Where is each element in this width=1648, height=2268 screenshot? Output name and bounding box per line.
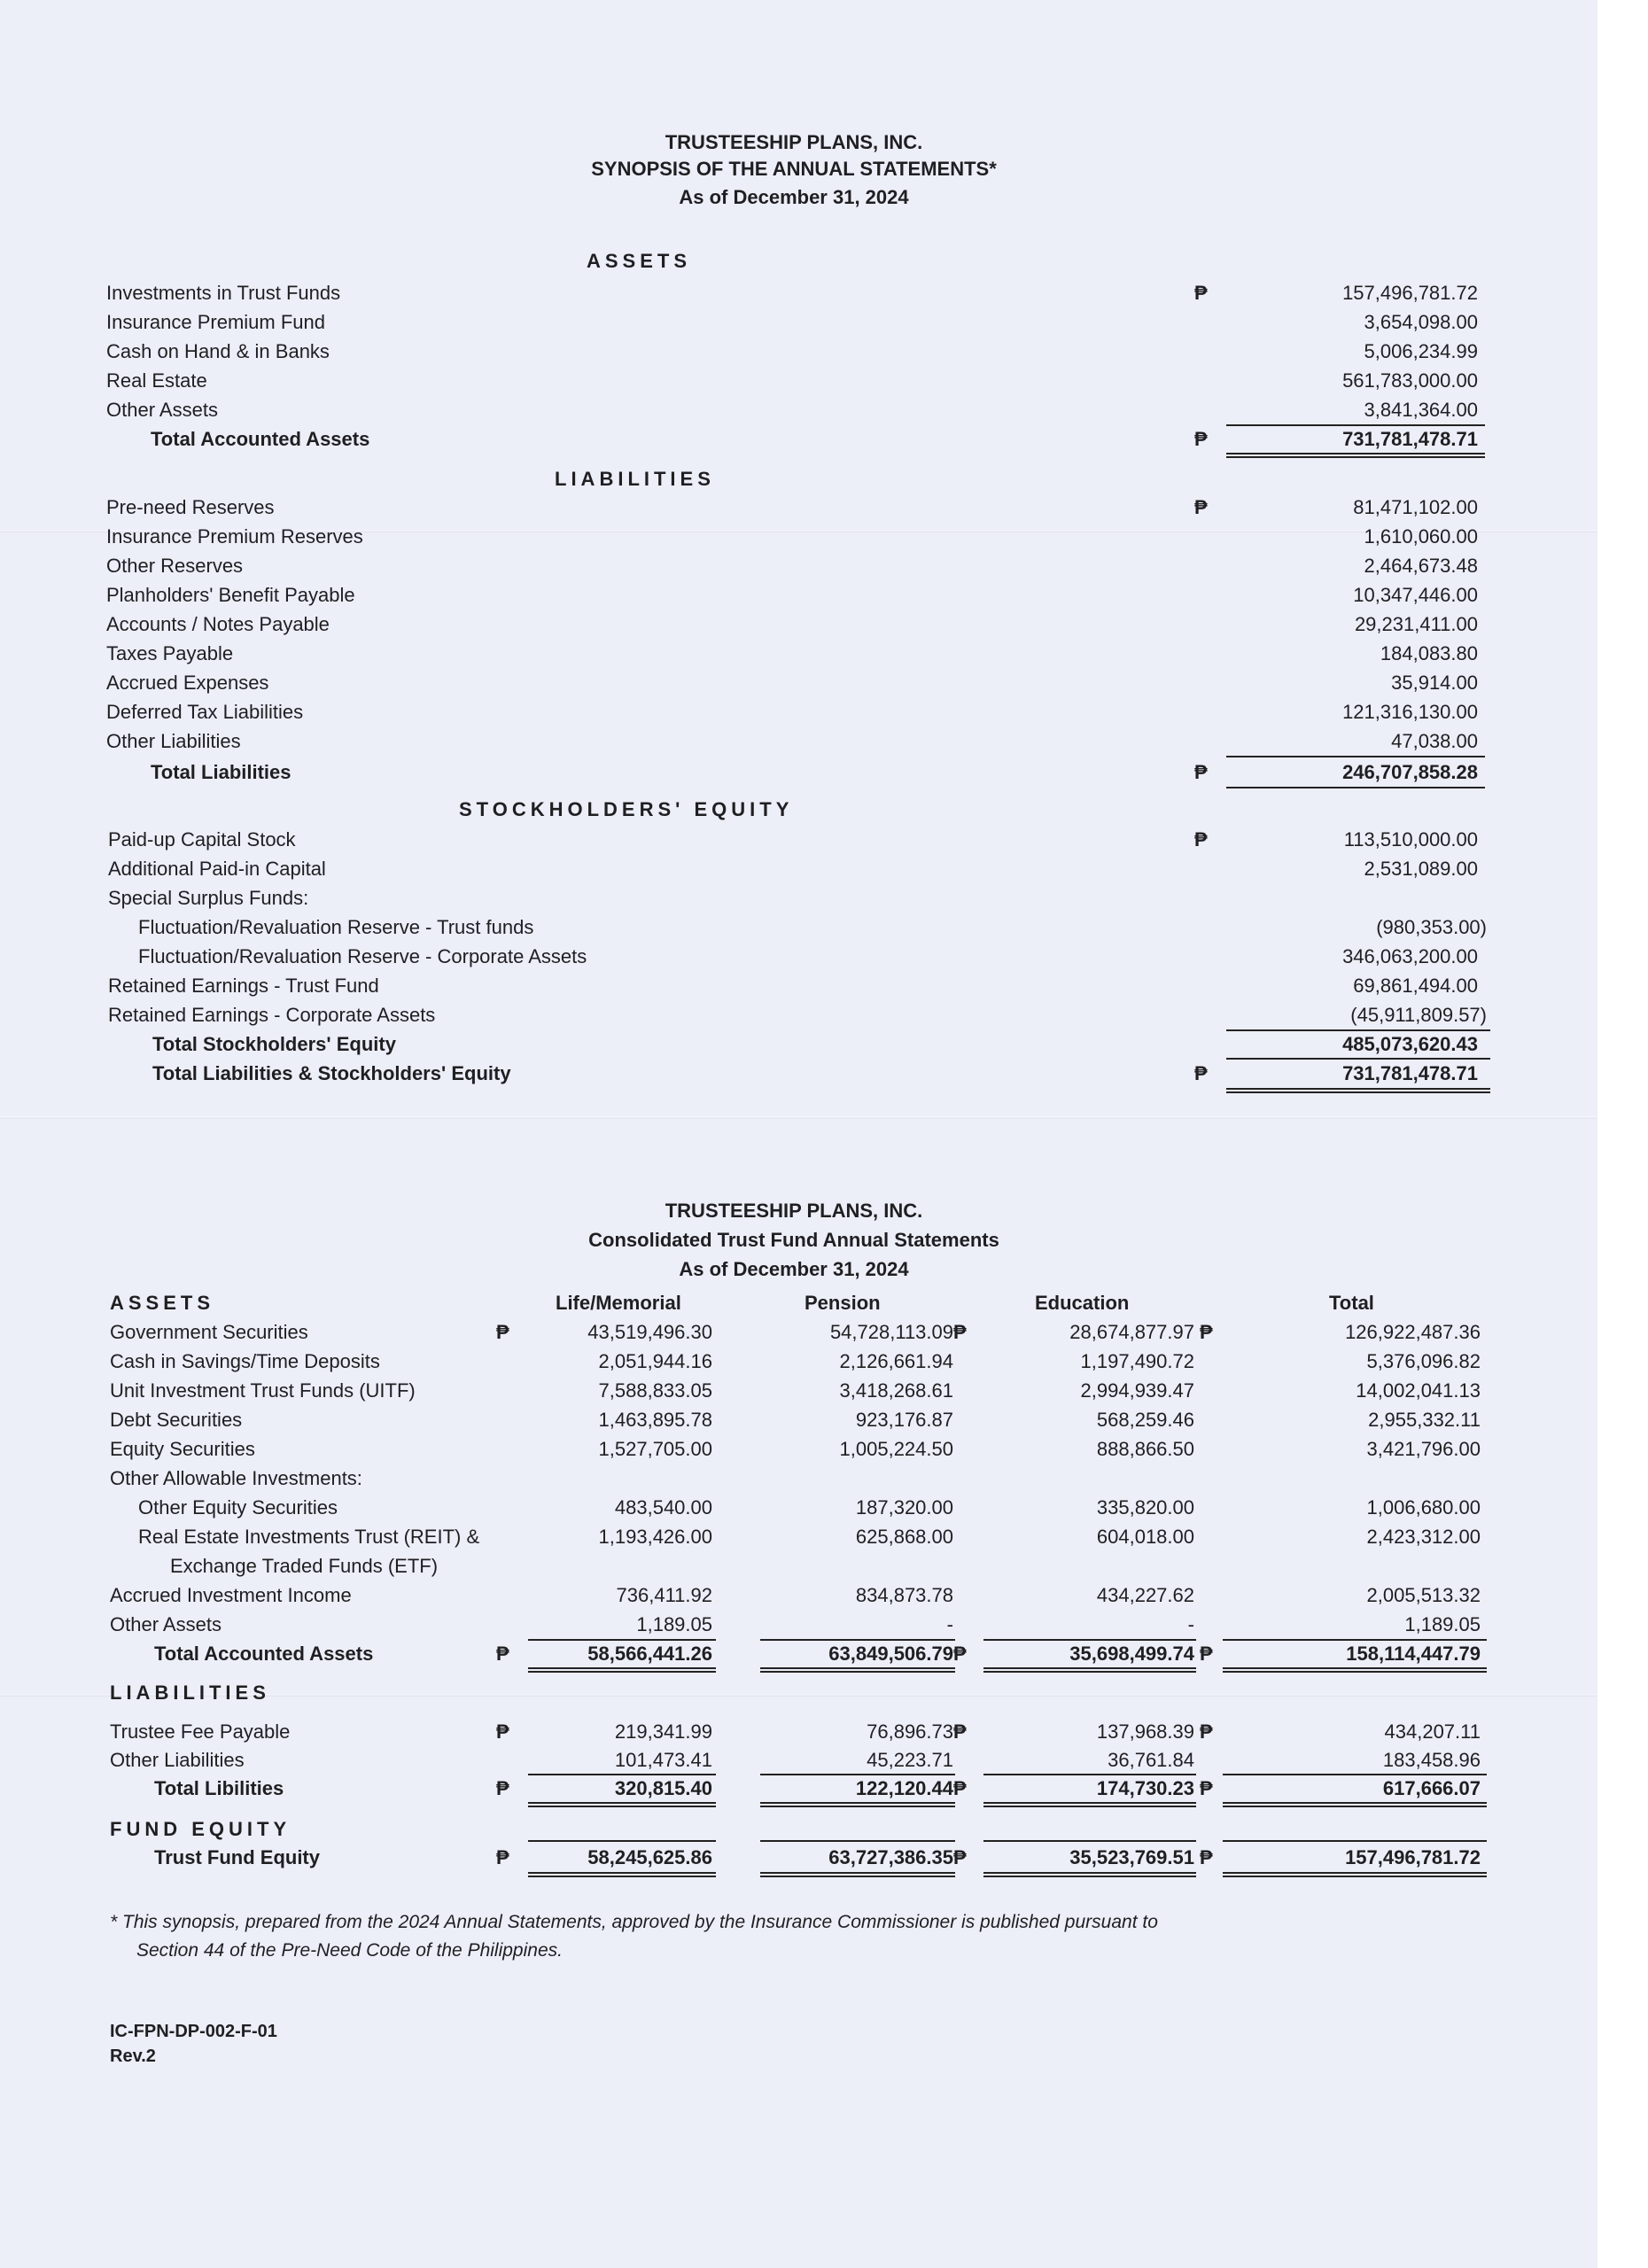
cell-value: 1,197,490.72 bbox=[1080, 1350, 1194, 1372]
line-item-label: Other Assets bbox=[106, 399, 218, 421]
total-double-rule bbox=[1226, 453, 1485, 458]
total-double-rule bbox=[1226, 1088, 1490, 1093]
footnote: * This synopsis, prepared from the 2024 Annual Statements, approved by the Insurance Commissioner is published pursuant to bbox=[110, 1912, 1158, 1932]
amount: 157,496,781.72 bbox=[1342, 282, 1478, 304]
consolidated-date: As of December 31, 2024 bbox=[679, 1258, 909, 1280]
total-double-rule bbox=[1223, 1802, 1487, 1807]
cell-value: 434,227.62 bbox=[1096, 1584, 1194, 1606]
cell-value: 923,176.87 bbox=[855, 1409, 953, 1431]
form-code: IC-FPN-DP-002-F-01 bbox=[110, 2022, 277, 2041]
subtotal-rule bbox=[1223, 1639, 1487, 1641]
cell-value: 137,968.39 bbox=[1096, 1720, 1194, 1743]
line-item-label: Fluctuation/Revaluation Reserve - Corporate Assets bbox=[138, 945, 587, 967]
total-double-rule bbox=[1223, 1667, 1487, 1673]
amount: 3,841,364.00 bbox=[1364, 399, 1478, 421]
statement-date: As of December 31, 2024 bbox=[679, 186, 909, 208]
amount: 3,654,098.00 bbox=[1364, 311, 1478, 333]
total-double-rule bbox=[528, 1802, 716, 1807]
cell-value: 35,698,499.74 bbox=[1069, 1643, 1194, 1665]
line-item-label: Fluctuation/Revaluation Reserve - Trust funds bbox=[138, 916, 534, 938]
line-item-label: Planholders' Benefit Payable bbox=[106, 584, 355, 606]
subtotal-rule bbox=[760, 1639, 955, 1641]
line-item-label: Other Reserves bbox=[106, 555, 244, 577]
cell-value: 35,523,769.51 bbox=[1069, 1846, 1194, 1868]
row-label: Other Allowable Investments: bbox=[110, 1467, 362, 1489]
cell-value: 174,730.23 bbox=[1096, 1777, 1194, 1799]
amount: 81,471,102.00 bbox=[1353, 496, 1478, 518]
cell-value: 157,496,781.72 bbox=[1345, 1846, 1481, 1868]
cell-value: 335,820.00 bbox=[1096, 1496, 1194, 1518]
line-item-label: Cash on Hand & in Banks bbox=[106, 340, 330, 362]
consolidated-title: Consolidated Trust Fund Annual Statements bbox=[588, 1229, 999, 1251]
column-header: Life/Memorial bbox=[556, 1292, 681, 1314]
peso-sign: ₱ bbox=[1200, 1643, 1213, 1665]
total-label: Total Stockholders' Equity bbox=[152, 1033, 396, 1055]
cell-value: 736,411.92 bbox=[616, 1584, 712, 1606]
row-label: Cash in Savings/Time Deposits bbox=[110, 1350, 380, 1372]
total-double-rule bbox=[1223, 1872, 1487, 1877]
total-label: Total Accounted Assets bbox=[154, 1643, 374, 1665]
cell-value: - bbox=[946, 1613, 953, 1635]
cell-value: 43,519,496.30 bbox=[587, 1321, 712, 1343]
subtotal-rule bbox=[528, 1774, 716, 1775]
column-header: Total bbox=[1329, 1292, 1374, 1314]
total-double-rule bbox=[528, 1872, 716, 1877]
subtotal-rule bbox=[1223, 1840, 1487, 1842]
amount: 5,006,234.99 bbox=[1364, 340, 1478, 362]
row-label: Trustee Fee Payable bbox=[110, 1720, 291, 1743]
cell-value: 1,189.05 bbox=[636, 1613, 712, 1635]
subtotal-rule bbox=[983, 1774, 1196, 1775]
cell-value: 1,193,426.00 bbox=[598, 1526, 712, 1548]
cell-value: 122,120.44 bbox=[855, 1777, 953, 1799]
line-item-label: Insurance Premium Reserves bbox=[106, 525, 363, 548]
total-double-rule bbox=[760, 1802, 955, 1807]
amount: 2,531,089.00 bbox=[1364, 858, 1478, 880]
peso-sign: ₱ bbox=[1200, 1720, 1213, 1743]
amount: 113,510,000.00 bbox=[1343, 828, 1478, 850]
cell-value: 2,955,332.11 bbox=[1368, 1409, 1481, 1431]
row-label: Other Equity Securities bbox=[138, 1496, 338, 1518]
peso-sign: ₱ bbox=[953, 1720, 967, 1743]
cell-value: 2,126,661.94 bbox=[839, 1350, 953, 1372]
amount: 561,783,000.00 bbox=[1342, 369, 1478, 392]
row-label: Other Liabilities bbox=[110, 1749, 245, 1771]
cell-value: 483,540.00 bbox=[614, 1496, 712, 1518]
section-heading-equity: STOCKHOLDERS' EQUITY bbox=[459, 798, 794, 820]
section-heading-fund-equity: FUND EQUITY bbox=[110, 1818, 292, 1840]
amount: (980,353.00) bbox=[1376, 916, 1487, 938]
section-heading-liabilities: LIABILITIES bbox=[555, 468, 715, 490]
column-header: Pension bbox=[805, 1292, 881, 1314]
subtotal-rule bbox=[1226, 1058, 1490, 1060]
total-rule bbox=[1226, 787, 1485, 788]
line-item-label: Other Liabilities bbox=[106, 730, 241, 752]
document-title: SYNOPSIS OF THE ANNUAL STATEMENTS* bbox=[591, 158, 997, 180]
subtotal-rule bbox=[1223, 1774, 1487, 1775]
cell-value: 36,761.84 bbox=[1108, 1749, 1194, 1771]
peso-sign: ₱ bbox=[953, 1643, 967, 1665]
subtotal-rule bbox=[1226, 424, 1485, 426]
amount: 184,083.80 bbox=[1380, 642, 1478, 664]
peso-sign: ₱ bbox=[496, 1846, 509, 1868]
cell-value: 1,189.05 bbox=[1404, 1613, 1481, 1635]
peso-sign: ₱ bbox=[953, 1321, 967, 1343]
cell-value: 2,005,513.32 bbox=[1366, 1584, 1481, 1606]
total-label: Total Liabilities bbox=[151, 761, 292, 783]
row-label: Government Securities bbox=[110, 1321, 308, 1343]
line-item-label: Insurance Premium Fund bbox=[106, 311, 325, 333]
amount: 485,073,620.43 bbox=[1342, 1033, 1478, 1055]
amount: 35,914.00 bbox=[1391, 672, 1478, 694]
cell-value: 1,006,680.00 bbox=[1366, 1496, 1481, 1518]
cell-value: 604,018.00 bbox=[1096, 1526, 1194, 1548]
total-double-rule bbox=[983, 1667, 1196, 1673]
cell-value: 568,259.46 bbox=[1096, 1409, 1194, 1431]
subtotal-rule bbox=[1226, 1029, 1490, 1031]
cell-value: 54,728,113.09 bbox=[829, 1321, 953, 1343]
cell-value: - bbox=[1187, 1613, 1194, 1635]
cell-value: 5,376,096.82 bbox=[1366, 1350, 1481, 1372]
line-item-label: Accrued Expenses bbox=[106, 672, 269, 694]
subtotal-rule bbox=[760, 1840, 955, 1842]
company-name: TRUSTEESHIP PLANS, INC. bbox=[665, 131, 923, 153]
total-double-rule bbox=[760, 1667, 955, 1673]
peso-sign: ₱ bbox=[1194, 496, 1208, 518]
amount: 346,063,200.00 bbox=[1342, 945, 1478, 967]
cell-value: 1,463,895.78 bbox=[598, 1409, 712, 1431]
cell-value: 58,566,441.26 bbox=[587, 1643, 712, 1665]
amount: 246,707,858.28 bbox=[1342, 761, 1478, 783]
cell-value: 158,114,447.79 bbox=[1346, 1643, 1481, 1665]
cell-value: 3,421,796.00 bbox=[1366, 1438, 1481, 1460]
cell-value: 2,423,312.00 bbox=[1366, 1526, 1481, 1548]
amount: 1,610,060.00 bbox=[1364, 525, 1478, 548]
subtotal-rule bbox=[1226, 756, 1485, 757]
cell-value: 28,674,877.97 bbox=[1069, 1321, 1194, 1343]
amount: 10,347,446.00 bbox=[1353, 584, 1478, 606]
subtotal-rule bbox=[983, 1639, 1196, 1641]
section-heading-liabilities: LIABILITIES bbox=[110, 1682, 270, 1704]
revision: Rev.2 bbox=[110, 2047, 156, 2066]
total-label: Total Accounted Assets bbox=[151, 428, 370, 450]
cell-value: 617,666.07 bbox=[1382, 1777, 1481, 1799]
cell-value: 1,005,224.50 bbox=[839, 1438, 953, 1460]
cell-value: 63,849,506.79 bbox=[828, 1643, 953, 1665]
peso-sign: ₱ bbox=[1194, 428, 1208, 450]
peso-sign: ₱ bbox=[1194, 1062, 1208, 1084]
amount: 121,316,130.00 bbox=[1342, 701, 1478, 723]
amount: 731,781,478.71 bbox=[1342, 1062, 1478, 1084]
total-double-rule bbox=[528, 1667, 716, 1673]
peso-sign: ₱ bbox=[496, 1643, 509, 1665]
subtotal-rule bbox=[760, 1774, 955, 1775]
cell-value: 320,815.40 bbox=[614, 1777, 712, 1799]
amount: 47,038.00 bbox=[1391, 730, 1478, 752]
subtotal-rule bbox=[528, 1639, 716, 1641]
amount: 2,464,673.48 bbox=[1364, 555, 1478, 577]
line-item-label: Special Surplus Funds: bbox=[108, 887, 309, 909]
row-label: Accrued Investment Income bbox=[110, 1584, 352, 1606]
cell-value: 888,866.50 bbox=[1096, 1438, 1194, 1460]
cell-value: 625,868.00 bbox=[855, 1526, 953, 1548]
peso-sign: ₱ bbox=[1200, 1777, 1213, 1799]
line-item-label: Taxes Payable bbox=[106, 642, 234, 664]
peso-sign: ₱ bbox=[953, 1777, 967, 1799]
line-item-label: Additional Paid-in Capital bbox=[108, 858, 326, 880]
amount: (45,911,809.57) bbox=[1350, 1004, 1487, 1026]
company-name-2: TRUSTEESHIP PLANS, INC. bbox=[665, 1200, 923, 1222]
line-item-label: Real Estate bbox=[106, 369, 207, 392]
cell-value: 126,922,487.36 bbox=[1345, 1321, 1481, 1343]
line-item-label: Retained Earnings - Corporate Assets bbox=[108, 1004, 436, 1026]
footnote-continued: Section 44 of the Pre-Need Code of the Philippines. bbox=[136, 1940, 563, 1961]
amount: 29,231,411.00 bbox=[1354, 613, 1478, 635]
cell-value: 183,458.96 bbox=[1382, 1749, 1481, 1771]
cell-value: 3,418,268.61 bbox=[839, 1379, 953, 1402]
grand-total-label: Total Liabilities & Stockholders' Equity bbox=[152, 1062, 511, 1084]
cell-value: 14,002,041.13 bbox=[1356, 1379, 1481, 1402]
row-label: Unit Investment Trust Funds (UITF) bbox=[110, 1379, 416, 1402]
cell-value: 187,320.00 bbox=[855, 1496, 953, 1518]
line-item-label: Deferred Tax Liabilities bbox=[106, 701, 304, 723]
subtotal-rule bbox=[528, 1840, 716, 1842]
row-label: Other Assets bbox=[110, 1613, 222, 1635]
line-item-label: Investments in Trust Funds bbox=[106, 282, 341, 304]
peso-sign: ₱ bbox=[496, 1777, 509, 1799]
cell-value: 7,588,833.05 bbox=[598, 1379, 712, 1402]
cell-value: 1,527,705.00 bbox=[598, 1438, 712, 1460]
total-double-rule bbox=[983, 1802, 1196, 1807]
cell-value: 63,727,386.35 bbox=[828, 1846, 953, 1868]
cell-value: 76,896.73 bbox=[867, 1720, 953, 1743]
cell-value: 58,245,625.86 bbox=[587, 1846, 712, 1868]
peso-sign: ₱ bbox=[953, 1846, 967, 1868]
peso-sign: ₱ bbox=[1194, 282, 1208, 304]
total-double-rule bbox=[760, 1872, 955, 1877]
peso-sign: ₱ bbox=[1194, 828, 1208, 850]
row-label: Debt Securities bbox=[110, 1409, 243, 1431]
row-label: Equity Securities bbox=[110, 1438, 255, 1460]
peso-sign: ₱ bbox=[496, 1321, 509, 1343]
cell-value: 2,051,944.16 bbox=[598, 1350, 712, 1372]
section-heading-assets: ASSETS bbox=[110, 1292, 215, 1314]
paper-fold bbox=[0, 1116, 1597, 1119]
line-item-label: Accounts / Notes Payable bbox=[106, 613, 330, 635]
line-item-label: Pre-need Reserves bbox=[106, 496, 275, 518]
peso-sign: ₱ bbox=[1200, 1846, 1213, 1868]
column-header: Education bbox=[1035, 1292, 1130, 1314]
cell-value: 834,873.78 bbox=[855, 1584, 953, 1606]
total-double-rule bbox=[983, 1872, 1196, 1877]
peso-sign: ₱ bbox=[496, 1720, 509, 1743]
cell-value: 434,207.11 bbox=[1384, 1720, 1481, 1743]
amount: 69,861,494.00 bbox=[1353, 975, 1478, 997]
cell-value: 219,341.99 bbox=[614, 1720, 712, 1743]
total-label: Trust Fund Equity bbox=[154, 1846, 320, 1868]
line-item-label: Paid-up Capital Stock bbox=[108, 828, 296, 850]
amount: 731,781,478.71 bbox=[1342, 428, 1478, 450]
row-label-continued: Exchange Traded Funds (ETF) bbox=[170, 1555, 439, 1577]
total-label: Total Libilities bbox=[154, 1777, 284, 1799]
peso-sign: ₱ bbox=[1194, 761, 1208, 783]
peso-sign: ₱ bbox=[1200, 1321, 1213, 1343]
cell-value: 2,994,939.47 bbox=[1080, 1379, 1194, 1402]
section-heading-assets: ASSETS bbox=[587, 250, 692, 272]
cell-value: 101,473.41 bbox=[614, 1749, 712, 1771]
cell-value: 45,223.71 bbox=[867, 1749, 953, 1771]
line-item-label: Retained Earnings - Trust Fund bbox=[108, 975, 379, 997]
subtotal-rule bbox=[983, 1840, 1196, 1842]
row-label: Real Estate Investments Trust (REIT) & bbox=[138, 1526, 480, 1548]
